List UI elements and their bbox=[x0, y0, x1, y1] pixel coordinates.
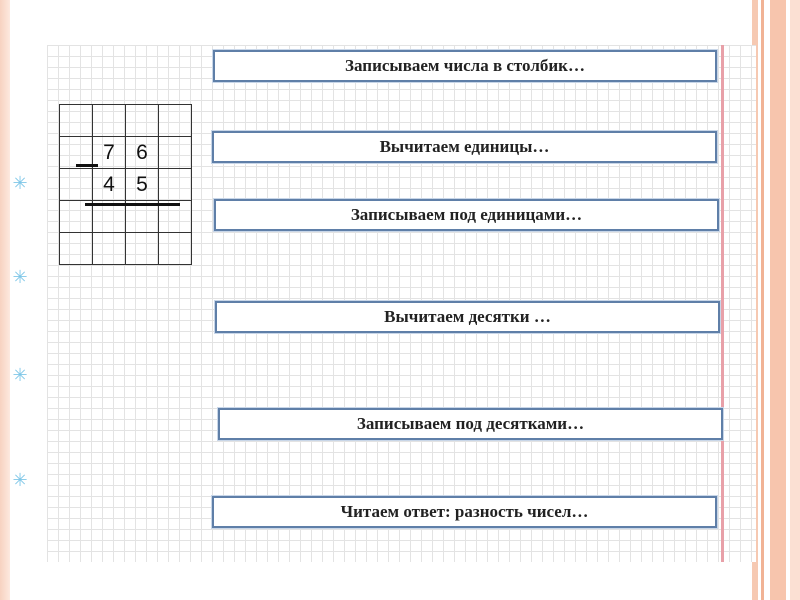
table-cell bbox=[60, 233, 93, 265]
table-cell bbox=[60, 105, 93, 137]
result-underline bbox=[85, 203, 180, 206]
table-cell bbox=[93, 105, 126, 137]
table-row bbox=[60, 233, 192, 265]
table-row bbox=[60, 169, 192, 201]
table-cell bbox=[60, 169, 93, 201]
right-decor-stripes bbox=[752, 0, 800, 600]
step-subtract-tens-button[interactable]: Вычитаем десятки … bbox=[215, 301, 720, 333]
margin-line bbox=[721, 45, 724, 562]
step-write-column-button[interactable]: Записываем числа в столбик… bbox=[213, 50, 717, 82]
minus-sign bbox=[76, 164, 98, 167]
subtraction-table bbox=[59, 104, 192, 265]
table-cell bbox=[126, 105, 159, 137]
subtrahend-tens-digit: 4 bbox=[93, 169, 126, 201]
table-cell bbox=[159, 233, 192, 265]
minuend-units-digit: 6 bbox=[126, 137, 159, 169]
snowflake-icon: ✳ bbox=[12, 470, 28, 491]
step-subtract-units-button[interactable]: Вычитаем единицы… bbox=[212, 131, 717, 163]
table-row bbox=[60, 105, 192, 137]
left-decor-strip bbox=[0, 0, 10, 600]
snowflake-icon: ✳ bbox=[12, 173, 28, 194]
table-cell bbox=[126, 233, 159, 265]
table-cell bbox=[159, 169, 192, 201]
subtrahend-units-digit: 5 bbox=[126, 169, 159, 201]
snowflake-icon: ✳ bbox=[12, 365, 28, 386]
minuend-tens-digit: 7 bbox=[93, 137, 126, 169]
table-cell bbox=[93, 233, 126, 265]
table-cell bbox=[159, 137, 192, 169]
snowflake-icon: ✳ bbox=[12, 267, 28, 288]
step-write-tens-button[interactable]: Записываем под десятками… bbox=[218, 408, 723, 440]
table-cell bbox=[159, 105, 192, 137]
step-write-units-button[interactable]: Записываем под единицами… bbox=[214, 199, 719, 231]
step-read-answer-button[interactable]: Читаем ответ: разность чисел… bbox=[212, 496, 717, 528]
